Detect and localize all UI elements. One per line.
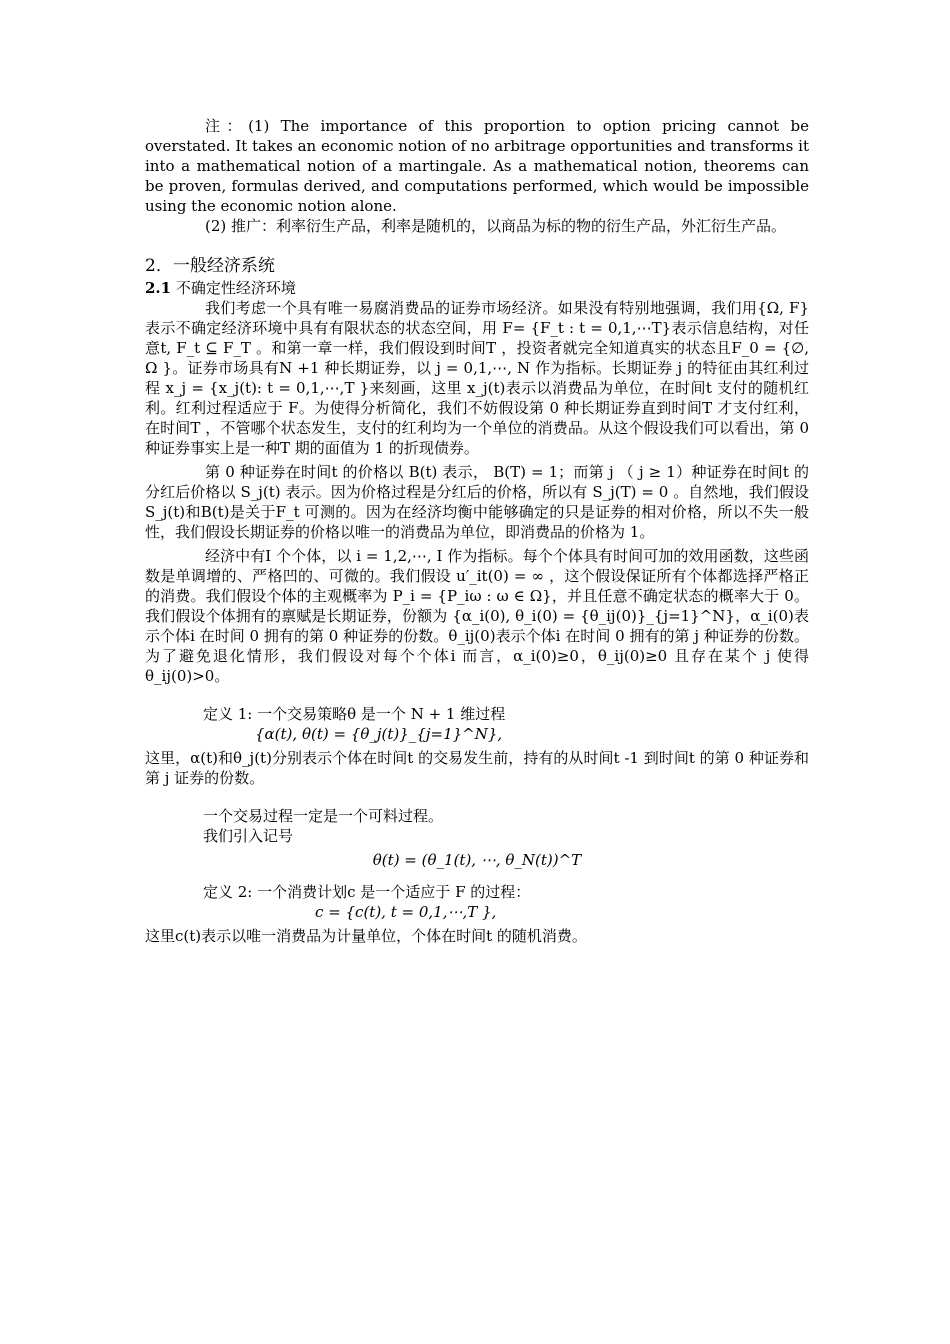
subsection-number: 2.1 — [145, 279, 172, 297]
definition-2-explanation: 这里c(t)表示以唯一消费品为计量单位，个体在时间t 的随机消费。 — [145, 927, 587, 945]
subsection-title: 不确定性经济环境 — [175, 279, 296, 297]
definition-1: 定义 1: 一个交易策略θ 是一个 N + 1 维过程 — [203, 705, 506, 723]
note-paragraph-1: 注：(1) The importance of this proportion to option pricing cannot be overstated. It takes an economic notion of no arbitrage opportunities and transforms it into a mathematical notion of a martingale. As a mathematical notion, theorems can be proven, formulas derived, and computations performed, which would be impossible using the economic notion alone. — [145, 117, 809, 215]
note-paragraph-2: (2) 推广：利率衍生产品，利率是随机的，以商品为标的物的衍生产品，外汇衍生产品。 — [205, 217, 787, 235]
document-page — [145, 116, 809, 946]
definition-2-formula: c = {c(t), t = 0,1,⋯,T }, — [315, 903, 497, 921]
subsection-heading — [145, 278, 809, 298]
definition-1-formula: {α(t), θ(t) = {θ_j(t)}_{j=1}^N}, — [255, 725, 503, 743]
definition-1-explanation: 这里，α(t)和θ_j(t)分别表示个体在时间t 的交易发生前，持有的从时间t -1 到时间t 的第 0 种证券和第 j 证券的份数。 — [145, 749, 809, 787]
theta-formula: θ(t) = (θ_1(t), ⋯, θ_N(t))^T — [372, 851, 582, 869]
notation-intro: 我们引入记号 — [203, 827, 294, 845]
definition-2: 定义 2: 一个消费计划c 是一个适应于 F 的过程： — [203, 883, 531, 901]
body-paragraph-3: 经济中有I 个个体，以 i = 1,2,⋯, I 作为指标。每个个体具有时间可加的效用函数，这些函数是单调增的、严格凹的、可微的。我们假设 u′_it(0) = ∞ ，这个假设保证所有个体都选择严格正的消费。我们假设个体的主观概率为 P_i = {P_iω : ω ∈ Ω}，并且任意不确定状态的概率大于 0。我们假设个体拥有的禀赋是长期证券，份额为 {α_i(0), θ_i(0) = {θ_ij(0)}_{j=1}^N}，α_i(0)表示个体i 在时间 0 拥有的第 0 种证券的份数。θ_ij(0)表示个体i 在时间 0 拥有的第 j 种证券的份数。为了避免退化情形，我们假设对每个个体i 而言，α_i(0)≥0，θ_ij(0)≥0 且存在某个 j 使得θ_ij(0)>0。 — [145, 547, 809, 685]
body-paragraph-1: 我们考虑一个具有唯一易腐消费品的证券市场经济。如果没有特别地强调，我们用{Ω, F}表示不确定经济环境中具有有限状态的状态空间，用 F= {F_t : t = 0,1,⋯T}表示信息结构，对任意t, F_t ⊆ F_T 。和第一章一样，我们假设到时间T ，投资者就完全知道真实的状态且F_0 = {∅, Ω }。证券市场具有N +1 种长期证券，以 j = 0,1,⋯, N 作为指标。长期证券 j 的特征由其红利过程 x_j = {x_j(t): t = 0,1,⋯,T }来刻画，这里 x_j(t)表示以消费品为单位，在时间t 支付的随机红利。红利过程适应于 F。为使得分析简化，我们不妨假设第 0 种长期证券直到时间T 才支付红利，在时间T ，不管哪个状态发生，支付的红利均为一个单位的消费品。从这个假设我们可以看出，第 0 种证券事实上是一种T 期的面值为 1 的折现债券。 — [145, 299, 809, 457]
body-paragraph-2: 第 0 种证券在时间t 的价格以 B(t) 表示， B(T) = 1；而第 j （ j ≥ 1）种证券在时间t 的分红后价格以 S_j(t) 表示。因为价格过程是分红后的价格，所以有 S_j(T) = 0 。自然地，我们假设 S_j(t)和B(t)是关于F_t 可测的。因为在经济均衡中能够确定的只是证券的相对价格，所以不失一般性，我们假设长期证券的价格以唯一的消费品为单位，即消费品的价格为 1。 — [145, 463, 809, 541]
trade-statement: 一个交易过程一定是一个可料过程。 — [203, 807, 444, 825]
section-heading: 2．一般经济系统 — [145, 256, 275, 276]
